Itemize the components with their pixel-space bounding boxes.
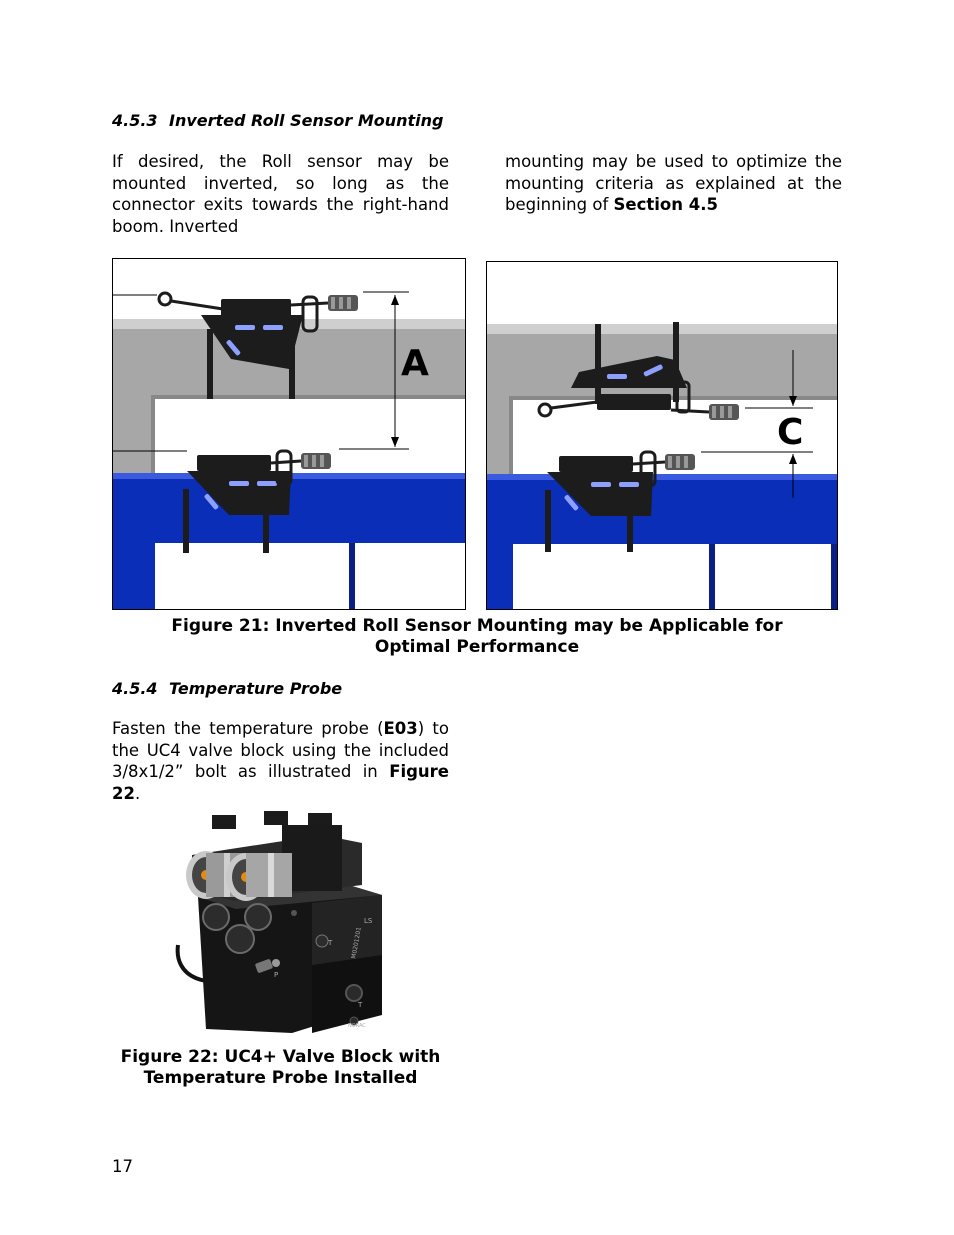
col2-text: mounting may be used to optimize the mounting criteria as explained at the beginning of	[505, 152, 842, 214]
page-number: 17	[112, 1157, 133, 1176]
solenoid-valves	[186, 811, 362, 901]
figure-reference: Figure 22	[112, 762, 449, 803]
valve-block-illustration	[172, 805, 390, 1037]
part-reference: E03	[383, 719, 418, 738]
figure-21-left-illustration	[113, 259, 465, 609]
figure-22-caption: Figure 22: UC4+ Valve Block with Temperature Probe Installed	[120, 1047, 441, 1088]
brand-marking: NORAC	[348, 1023, 366, 1029]
blue-boom	[487, 474, 837, 544]
text-run: ) to the UC4 valve block using the included 3/8x1/2” bolt as illustrated in	[112, 719, 449, 781]
figure-21-right-panel	[486, 261, 838, 610]
section-number: 4.5.3	[112, 111, 158, 130]
temperature-probe-paragraph	[112, 718, 449, 804]
section-reference: Section 4.5	[613, 195, 718, 214]
section-title: Inverted Roll Sensor Mounting	[169, 111, 444, 130]
text-run: .	[134, 783, 141, 803]
port-marking: P	[274, 971, 279, 979]
section-number: 4.5.4	[112, 679, 158, 698]
section-title: Temperature Probe	[169, 679, 343, 698]
port-marking: T	[328, 939, 333, 947]
body-paragraph-col2	[505, 151, 842, 216]
figure-21-caption: Figure 21: Inverted Roll Sensor Mounting may be Applicable for Optimal Performance	[171, 616, 783, 657]
figure-21-right-illustration	[487, 262, 837, 609]
body-paragraph-col1: If desired, the Roll sensor may be mounted inverted, so long as the connector exits towards the right-hand boom. Inverted	[112, 152, 449, 236]
text-run: Fasten the temperature probe (	[112, 719, 384, 738]
port-marking: LS	[364, 917, 373, 925]
port-marking: T	[358, 1001, 363, 1009]
section-4-5-4-heading	[112, 679, 342, 698]
dimension-c-label: C	[777, 412, 804, 453]
dimension-a-label: A	[401, 343, 429, 384]
section-4-5-3-heading	[112, 111, 444, 130]
figure-22-image	[172, 805, 390, 1037]
figure-21-left-panel	[112, 258, 466, 610]
part-number-marking: M0201201	[350, 926, 363, 960]
